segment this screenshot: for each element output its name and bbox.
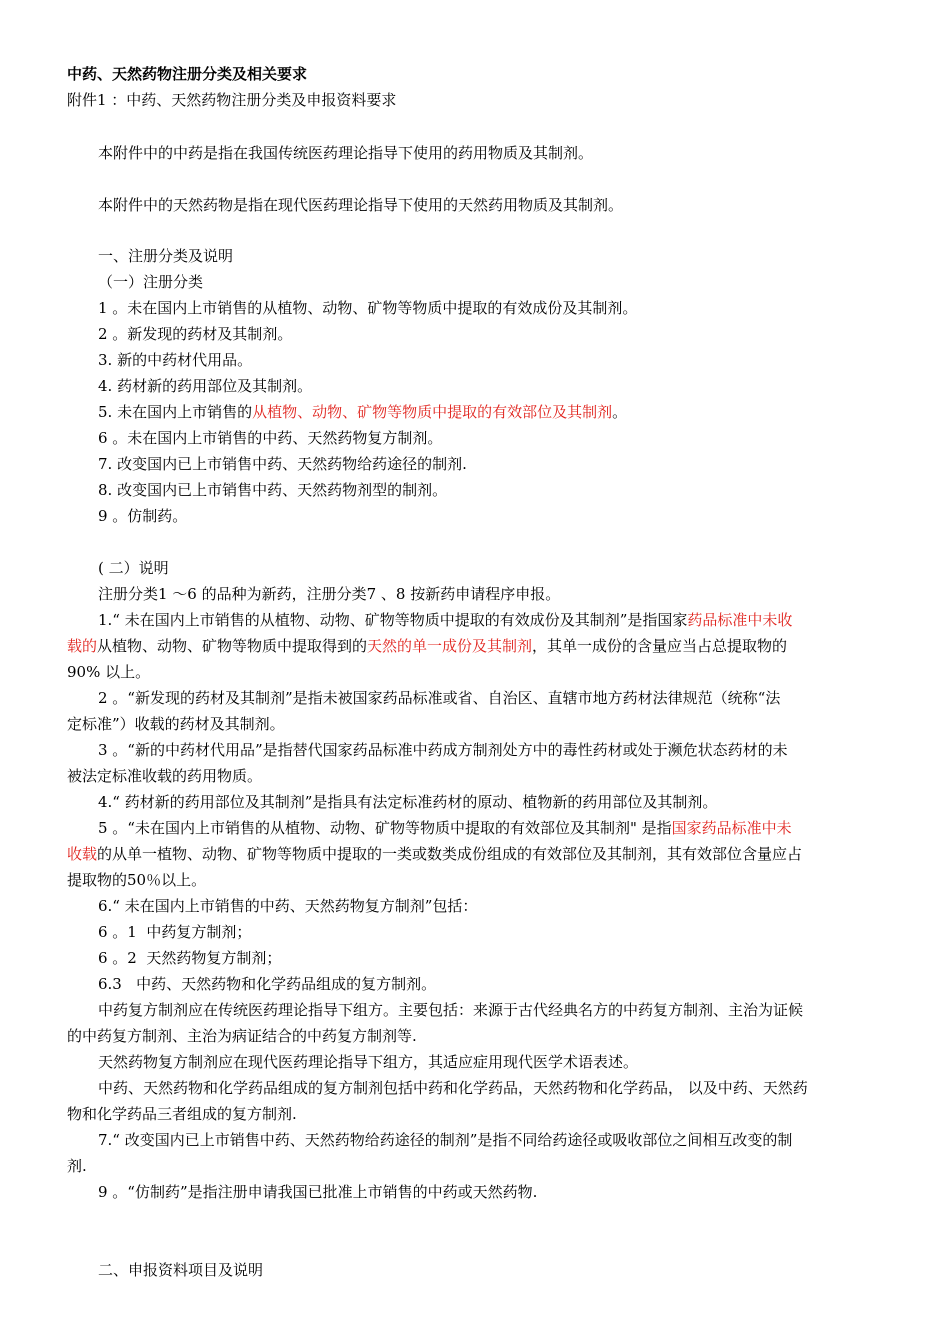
explanation-paragraph: 4.“ 药材新的药用部位及其制剂”是指具有法定标准药材的原动、植物新的药用部位及其制剂。 bbox=[98, 793, 718, 811]
list-item: 7. 改变国内已上市销售中药、天然药物给药途径的制剂. bbox=[98, 455, 467, 473]
list-item: 1 。未在国内上市销售的从植物、动物、矿物等物质中提取的有效成份及其制剂。 bbox=[98, 299, 638, 317]
list-item bbox=[98, 402, 627, 422]
list-item: 9 。仿制药。 bbox=[98, 507, 188, 525]
section1-heading: 一、注册分类及说明 bbox=[98, 247, 234, 265]
explanation-paragraph: 7.“ 改变国内已上市销售中药、天然药物给药途径的制剂”是指不同给药途径或吸收部位之间相互改变的制 bbox=[98, 1131, 793, 1149]
list-item: 8. 改变国内已上市销售中药、天然药物剂型的制剂。 bbox=[98, 481, 448, 499]
explanation-paragraph: 2 。“新发现的药材及其制剂”是指未被国家药品标准或省、自治区、直辖市地方药材法律规范（统称“法 bbox=[98, 689, 781, 707]
explanation-paragraph: 6 。1 中药复方制剂； bbox=[98, 923, 252, 941]
explanation-paragraph-cont: 载的从植物、动物、矿物等物质中提取得到的天然的单一成份及其制剂，其单一成份的含量应当占总提取物的 bbox=[67, 637, 788, 655]
explanation-paragraph: 3 。“新的中药材代用品”是指替代国家药品标准中药成方制剂处方中的毒性药材或处于濒危状态药材的未 bbox=[98, 741, 788, 759]
list-item-text: 。 bbox=[612, 403, 628, 421]
explanation-paragraph: 注册分类1 ～6 的品种为新药，注册分类7 、8 按新药申请程序申报。 bbox=[98, 585, 561, 603]
explanation-paragraph-cont: 90% 以上。 bbox=[67, 663, 151, 681]
explanation-paragraph-cont: 收载的从单一植物、动物、矿物等物质中提取的一类或数类成份组成的有效部位及其制剂，其有效部位含量应占 bbox=[67, 845, 803, 863]
intro-paragraph-2: 本附件中的天然药物是指在现代医药理论指导下使用的天然药用物质及其制剂。 bbox=[98, 196, 624, 214]
section1-subheading-registration: （一）注册分类 bbox=[98, 273, 204, 291]
list-item: 6 。未在国内上市销售的中药、天然药物复方制剂。 bbox=[98, 429, 443, 447]
list-item-text: 5. 未在国内上市销售的 bbox=[98, 403, 253, 421]
explanation-paragraph: 5 。“未在国内上市销售的从植物、动物、矿物等物质中提取的有效部位及其制剂" 是指国家药品标准中未 bbox=[98, 819, 792, 837]
explanation-paragraph-cont: 被法定标准收载的药用物质。 bbox=[67, 767, 263, 785]
explanation-paragraph-cont: 定标准”）收载的药材及其制剂。 bbox=[67, 715, 285, 733]
explanation-paragraph: 中药复方制剂应在传统医药理论指导下组方。主要包括：来源于古代经典名方的中药复方制剂、主治为证候 bbox=[98, 1001, 804, 1019]
list-item: 2 。新发现的药材及其制剂。 bbox=[98, 325, 293, 343]
explanation-paragraph: 9 。“仿制药”是指注册申请我国已批准上市销售的中药或天然药物. bbox=[98, 1183, 538, 1201]
document-title: 中药、天然药物注册分类及相关要求 bbox=[67, 65, 308, 83]
explanation-paragraph-cont: 提取物的50％以上。 bbox=[67, 871, 207, 889]
explanation-paragraph: 中药、天然药物和化学药品组成的复方制剂包括中药和化学药品，天然药物和化学药品， 以及中药、天然药 bbox=[98, 1079, 808, 1097]
highlighted-text: 从植物、动物、矿物等物质中提取的有效部位及其制剂 bbox=[252, 403, 613, 421]
intro-paragraph-1: 本附件中的中药是指在我国传统医药理论指导下使用的药用物质及其制剂。 bbox=[98, 144, 594, 162]
explanation-paragraph-cont: 剂. bbox=[67, 1157, 87, 1175]
explanation-paragraph: 天然药物复方制剂应在现代医药理论指导下组方，其适应症用现代医学术语表述。 bbox=[98, 1053, 639, 1071]
explanation-paragraph-cont: 物和化学药品三者组成的复方制剂. bbox=[67, 1105, 297, 1123]
explanation-paragraph: 1.“ 未在国内上市销售的从植物、动物、矿物等物质中提取的有效成份及其制剂”是指国家药品标准中未收 bbox=[98, 611, 793, 629]
section1-subheading-notes: ( 二）说明 bbox=[98, 559, 169, 577]
explanation-paragraph: 6.3 中药、天然药物和化学药品组成的复方制剂。 bbox=[98, 975, 437, 993]
explanation-paragraph-cont: 的中药复方制剂、主治为病证结合的中药复方制剂等. bbox=[67, 1027, 417, 1045]
list-item: 4. 药材新的药用部位及其制剂。 bbox=[98, 377, 313, 395]
list-item: 3. 新的中药材代用品。 bbox=[98, 351, 253, 369]
explanation-paragraph: 6 。2 天然药物复方制剂； bbox=[98, 949, 282, 967]
document-subtitle: 附件1 ：中药、天然药物注册分类及申报资料要求 bbox=[67, 91, 397, 109]
section2-heading: 二、申报资料项目及说明 bbox=[98, 1261, 264, 1279]
explanation-paragraph: 6.“ 未在国内上市销售的中药、天然药物复方制剂”包括： bbox=[98, 897, 478, 915]
